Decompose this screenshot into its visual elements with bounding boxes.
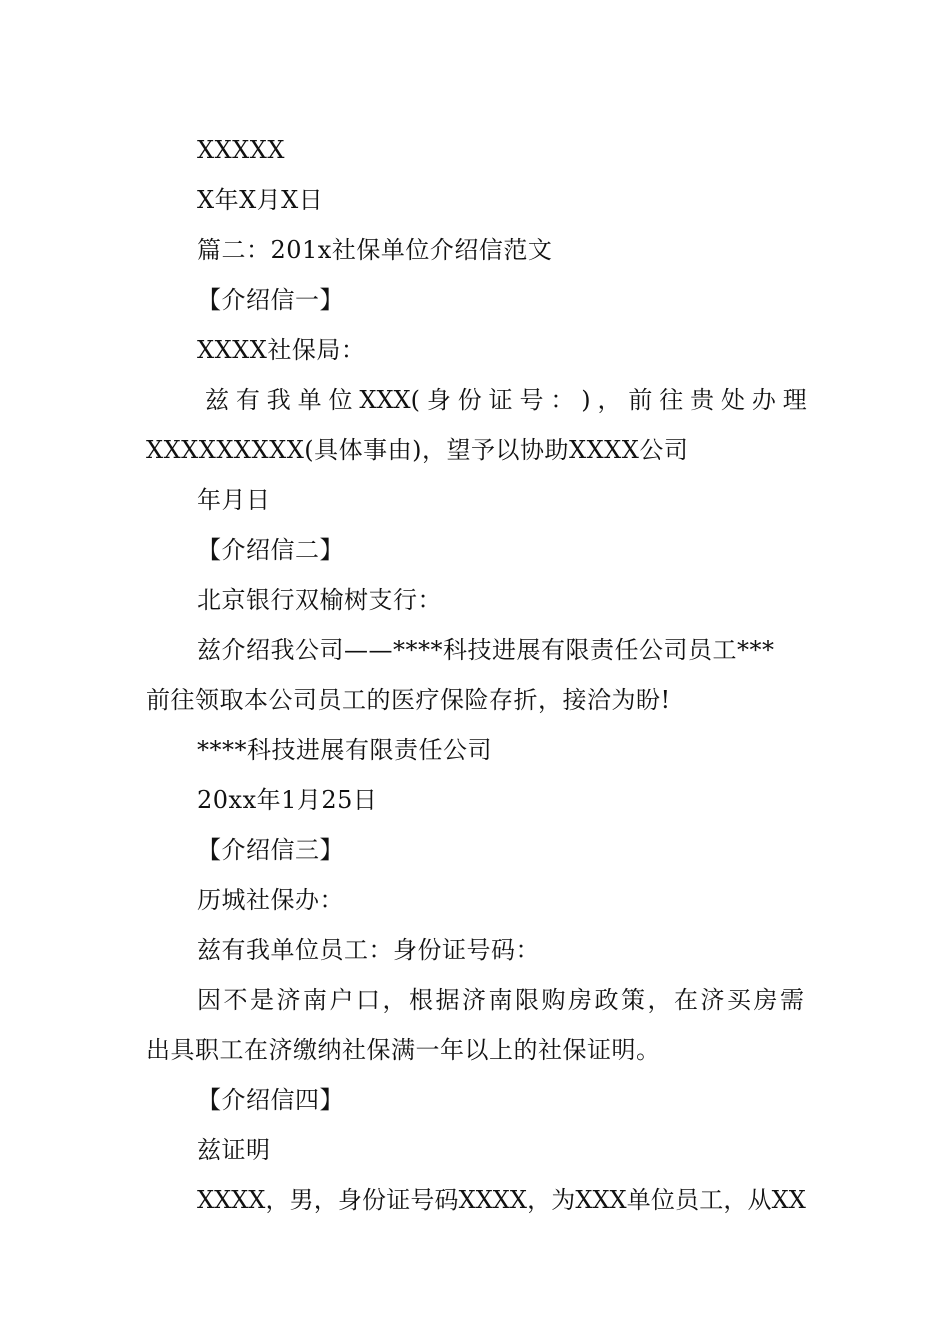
letter-2-body-line-1: 兹介绍我公司——****科技进展有限责任公司员工*** bbox=[197, 636, 775, 664]
letter-1-date: 年月日 bbox=[197, 486, 271, 514]
text-fragment: 是 bbox=[250, 986, 274, 1014]
text-fragment: 前 bbox=[628, 386, 653, 414]
letter-3-body-line-3: 出具职工在济缴纳社保满一年以上的社保证明。 bbox=[146, 1036, 661, 1064]
text-fragment: 买 bbox=[727, 986, 751, 1014]
text-fragment: ， bbox=[313, 1186, 338, 1214]
text-fragment: ， bbox=[647, 986, 672, 1014]
text-fragment: 号 bbox=[519, 386, 544, 414]
signature-date: X年X月X日 bbox=[197, 186, 324, 214]
text-fragment: 身 bbox=[426, 386, 451, 414]
text-fragment: 男 bbox=[289, 1186, 314, 1214]
text-fragment: 济 bbox=[700, 986, 725, 1014]
text-fragment: XXX bbox=[575, 1186, 627, 1214]
letter-3-body-line-2 bbox=[197, 985, 804, 1015]
text-fragment: 单 bbox=[297, 386, 322, 414]
text-fragment: 身 bbox=[337, 1186, 362, 1214]
letter-1-body-line-1 bbox=[205, 385, 807, 415]
text-fragment: ， bbox=[597, 386, 622, 414]
text-fragment: 贵 bbox=[690, 386, 715, 414]
letter-3-body-line-1: 兹有我单位员工：身份证号码： bbox=[197, 936, 540, 964]
text-fragment: 证 bbox=[488, 386, 513, 414]
letter-1-body-line-2: XXXXXXXXX(具体事由)，望予以协助XXXX公司 bbox=[146, 436, 689, 464]
text-fragment: 在 bbox=[674, 986, 698, 1014]
text-fragment: ， bbox=[382, 986, 407, 1014]
text-fragment: 号 bbox=[410, 1186, 435, 1214]
text-fragment: 户 bbox=[329, 986, 354, 1014]
text-fragment: 据 bbox=[435, 986, 460, 1014]
letter-2-recipient: 北京银行双榆树支行： bbox=[197, 586, 442, 614]
text-fragment: 有 bbox=[235, 386, 260, 414]
letter-heading-2: 【介绍信二】 bbox=[197, 536, 344, 564]
text-fragment: 济 bbox=[276, 986, 301, 1014]
text-fragment: 工 bbox=[699, 1186, 724, 1214]
text-fragment: 我 bbox=[266, 386, 291, 414]
letter-heading-4: 【介绍信四】 bbox=[197, 1086, 344, 1114]
text-fragment: ， bbox=[265, 1186, 290, 1214]
section-title: 篇二：201x社保单位介绍信范文 bbox=[197, 236, 553, 264]
text-fragment: 不 bbox=[223, 986, 248, 1014]
text-fragment: 份 bbox=[457, 386, 482, 414]
text-fragment: 购 bbox=[541, 986, 566, 1014]
text-fragment: XXXX bbox=[197, 1186, 266, 1214]
text-fragment: 房 bbox=[753, 986, 778, 1014]
letter-2-signature: ****科技进展有限责任公司 bbox=[197, 736, 492, 764]
text-fragment: 处 bbox=[721, 386, 745, 414]
letter-heading-3: 【介绍信三】 bbox=[197, 836, 344, 864]
text-fragment: 策 bbox=[621, 986, 645, 1014]
text-fragment: 济 bbox=[462, 986, 486, 1014]
text-fragment: 从 bbox=[747, 1186, 772, 1214]
text-fragment: XX bbox=[771, 1186, 806, 1214]
letter-4-opening: 兹证明 bbox=[197, 1136, 271, 1164]
text-fragment: 因 bbox=[197, 986, 221, 1014]
text-fragment: 位 bbox=[328, 386, 353, 414]
text-fragment: ， bbox=[527, 1186, 552, 1214]
text-fragment: 需 bbox=[780, 986, 804, 1014]
text-fragment: 房 bbox=[568, 986, 592, 1014]
letter-3-recipient: 历城社保办： bbox=[197, 886, 344, 914]
signature-name: XXXXX bbox=[197, 136, 285, 164]
letter-4-body-line-1 bbox=[197, 1185, 806, 1215]
text-fragment: 南 bbox=[488, 986, 513, 1014]
text-fragment: 单 bbox=[626, 1186, 651, 1214]
letter-2-body-line-2: 前往领取本公司员工的医疗保险存折，接洽为盼! bbox=[146, 686, 671, 714]
text-fragment: XXX( bbox=[359, 386, 420, 414]
text-fragment: XXXX bbox=[458, 1186, 527, 1214]
letter-heading-1: 【介绍信一】 bbox=[197, 286, 344, 314]
text-fragment: 位 bbox=[650, 1186, 675, 1214]
text-fragment: 南 bbox=[303, 986, 327, 1014]
text-fragment: 兹 bbox=[205, 386, 229, 414]
text-fragment: 限 bbox=[515, 986, 539, 1014]
text-fragment: 办 bbox=[751, 386, 776, 414]
text-fragment: 口 bbox=[356, 986, 380, 1014]
text-fragment: 往 bbox=[659, 386, 684, 414]
text-fragment: 员 bbox=[675, 1186, 700, 1214]
text-fragment: 政 bbox=[594, 986, 619, 1014]
text-fragment: 理 bbox=[782, 386, 807, 414]
letter-2-date: 20xx年1月25日 bbox=[197, 786, 378, 814]
text-fragment: ： bbox=[550, 386, 575, 414]
text-fragment: 证 bbox=[386, 1186, 411, 1214]
text-fragment: 为 bbox=[551, 1186, 576, 1214]
text-fragment: 根 bbox=[409, 986, 433, 1014]
text-fragment: ， bbox=[723, 1186, 748, 1214]
text-fragment: 码 bbox=[434, 1186, 459, 1214]
letter-1-recipient: XXXX社保局： bbox=[197, 336, 366, 364]
text-fragment: ) bbox=[581, 386, 591, 414]
text-fragment: 份 bbox=[362, 1186, 387, 1214]
